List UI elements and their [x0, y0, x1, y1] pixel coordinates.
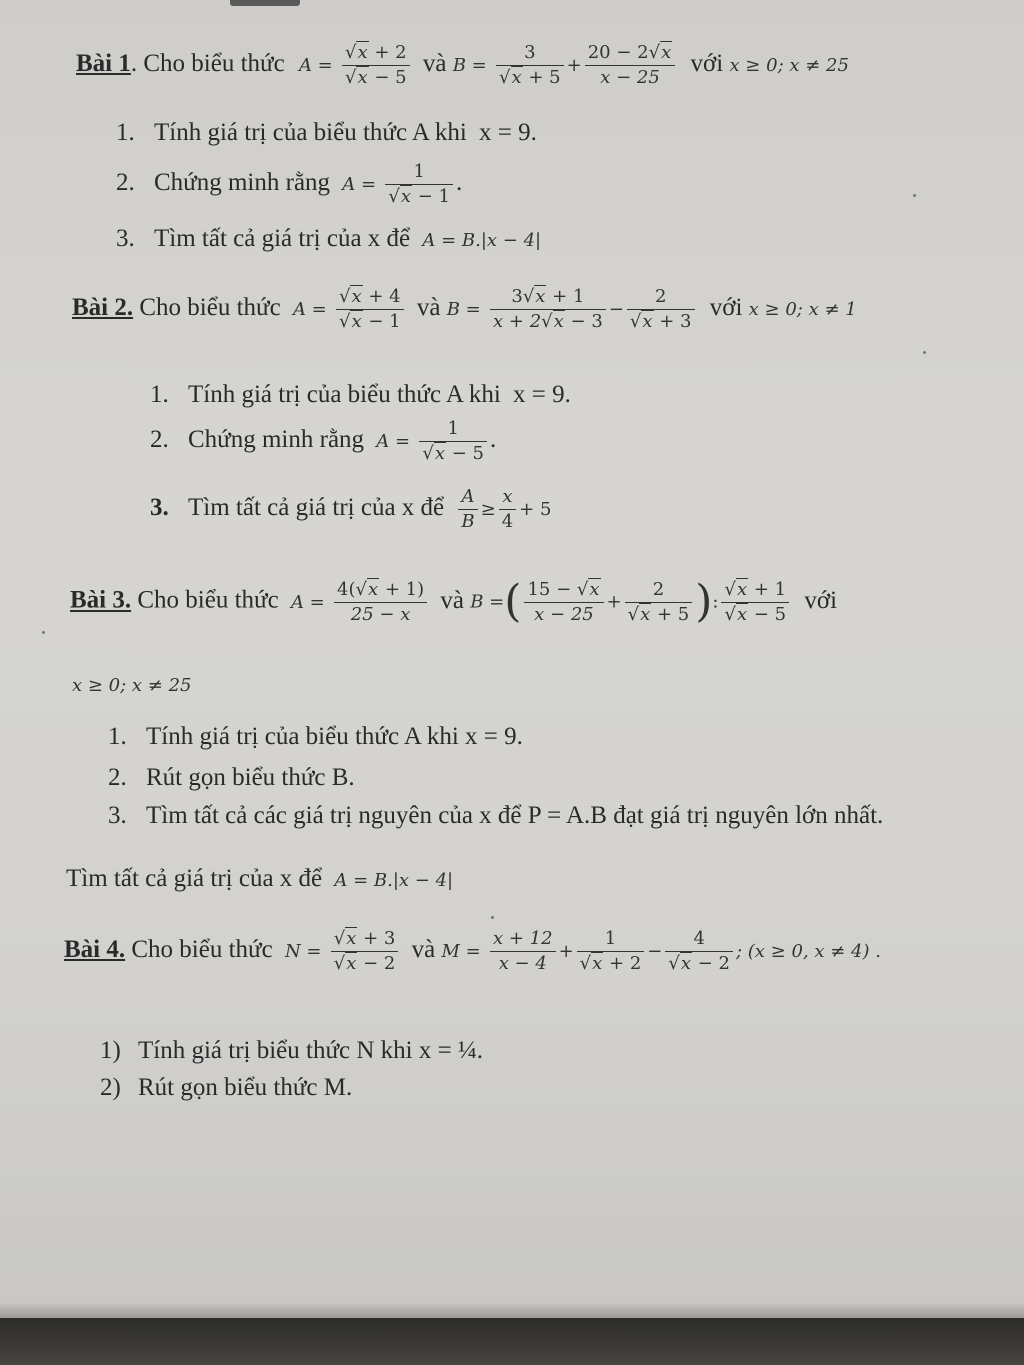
b1-condition: x ≥ 0; x ≠ 25: [729, 55, 849, 77]
problem-4-statement: Bài 4. Cho biểu thức N = $\frac{√x + 3}{√x - 2}$ và M = $\frac{x + 12}{x - 4}$ + $\frac{1}{√x + 2}$ − $\frac{4}{√x - 2}$ ; (x ≥ 0, x ≠ 4) .: [64, 928, 881, 974]
b3-B-fraction-3: $\frac{√x + 1}{√x - 5}$: [721, 581, 789, 624]
b3-extra-question: Tìm tất cả giá trị của x để A = B.|x − 4|: [66, 865, 454, 892]
b2-condition: x ≥ 0; x ≠ 1: [748, 299, 857, 321]
problem-1-label: Bài 1: [76, 50, 131, 78]
b3-A-fraction: $\frac{4(√x + 1)}{25 - x}$: [334, 581, 427, 624]
b4-N-fraction: $\frac{√x + 3}{√x - 2}$: [331, 930, 399, 973]
b1-item-1: 1. Tính giá trị của biểu thức A khi x = 9.: [116, 119, 537, 146]
b2-item-3: 3. Tìm tất cả giá trị của x để $\frac{A}{B}$ ≥ $\frac{x}{4}$ + 5: [150, 486, 552, 532]
problem-2-statement: Bài 2. Cho biểu thức A = $\frac{√x + 4}{√x - 1}$ và B = $\frac{3√x + 1}{x + 2√x - 3}$ − $\frac{2}{√x + 3}$ với x ≥ 0; x ≠ 1: [72, 286, 857, 332]
problem-4-label: Bài 4.: [64, 936, 126, 964]
b3-B-fraction-2: $\frac{2}{√x + 5}$: [625, 581, 693, 624]
desk-surface: [0, 1318, 1024, 1365]
b2-item-2-fraction: $\frac{1}{√x - 5}$: [419, 420, 487, 463]
b1-item-2-fraction: $\frac{1}{√x - 1}$: [385, 163, 453, 206]
b4-condition: ; (x ≥ 0, x ≠ 4) .: [736, 941, 881, 963]
problem-1-statement: Bài 1. Cho biểu thức A = $\frac{√x + 2}{√x - 5}$ và B = $\frac{3}{√x + 5}$ + $\frac{20 - 2√x}{x - 25}$ với x ≥ 0; x ≠ 25: [76, 42, 849, 88]
problem-3-label: Bài 3.: [70, 586, 132, 614]
paper-bottom-edge: [0, 1304, 1024, 1318]
b2-A-fraction: $\frac{√x + 4}{√x - 1}$: [336, 288, 404, 331]
b3-B-fraction-1: $\frac{15 - √x}{x - 25}$: [524, 581, 603, 624]
b2-item-3-fraction-AB: $\frac{A}{B}$: [458, 488, 477, 531]
paper-speck: [42, 631, 45, 634]
b4-M-fraction-3: $\frac{4}{√x - 2}$: [665, 930, 733, 973]
paper-speck: [913, 194, 916, 197]
b2-item-3-fraction-x4: $\frac{x}{4}$: [499, 488, 516, 531]
problem-3-statement: Bài 3. Cho biểu thức A = $\frac{4(√x + 1)}{25 - x}$ và B =( $\frac{15 - √x}{x - 25}$ + $\frac{2}{√x + 5}$ ): $\frac{√x + 1}{√x - 5}$ với: [70, 576, 838, 627]
problem-1-intro: . Cho biểu thức: [130, 50, 285, 78]
b3-item-1: 1. Tính giá trị của biểu thức A khi x = 9.: [108, 723, 523, 750]
b4-M-fraction-1: $\frac{x + 12}{x - 4}$: [490, 930, 556, 973]
b2-item-2: 2. Chứng minh rằng A = $\frac{1}{√x - 5}$ .: [150, 418, 497, 464]
problem-2-label: Bài 2.: [72, 294, 134, 322]
torn-edge-mark: [230, 0, 300, 6]
b4-M-fraction-2: $\frac{1}{√x + 2}$: [577, 930, 645, 973]
b2-B-fraction-2: $\frac{2}{√x + 3}$: [627, 288, 695, 331]
b1-A-fraction: $\frac{√x + 2}{√x - 5}$: [342, 44, 410, 87]
b3-item-3: 3. Tìm tất cả các giá trị nguyên của x để P = A.B đạt giá trị nguyên lớn nhất.: [108, 802, 884, 829]
b1-B-fraction-1: $\frac{3}{√x + 5}$: [496, 44, 564, 87]
b1-B-fraction-2: $\frac{20 - 2√x}{x - 25}$: [585, 44, 676, 87]
b3-condition: x ≥ 0; x ≠ 25: [72, 675, 192, 696]
b1-item-2: 2. Chứng minh rằng A = $\frac{1}{√x - 1}$ .: [116, 161, 463, 207]
b2-B-fraction-1: $\frac{3√x + 1}{x + 2√x - 3}$: [490, 288, 606, 331]
paper-speck: [923, 351, 926, 354]
b4-item-2: 2) Rút gọn biểu thức M.: [100, 1074, 353, 1101]
b1-item-3: 3. Tìm tất cả giá trị của x để A = B.|x − 4|: [116, 225, 542, 252]
b4-item-1: 1) Tính giá trị biểu thức N khi x = ¼.: [100, 1037, 483, 1064]
b2-item-1: 1. Tính giá trị của biểu thức A khi x = 9.: [150, 381, 571, 408]
b3-item-2: 2. Rút gọn biểu thức B.: [108, 764, 355, 791]
paper-speck: [491, 916, 494, 919]
